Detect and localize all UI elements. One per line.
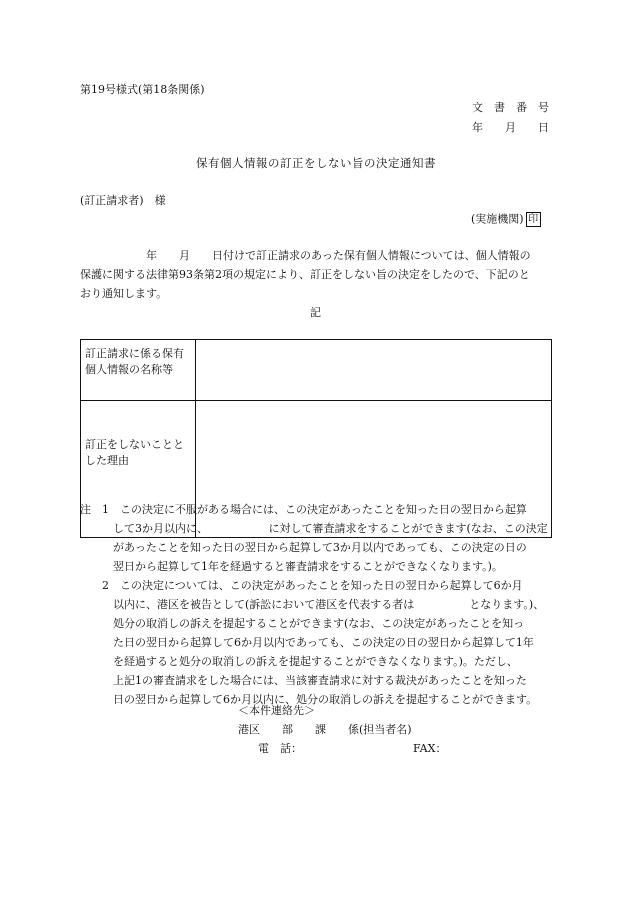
table-row — [81, 340, 552, 401]
note-line: して3か月以内に、 に対して審査請求をすることができます(なお、この決定 — [80, 522, 548, 535]
document-number: 文 書 番 号 — [472, 101, 549, 114]
note-line: 処分の取消しの訴えを提起することができます(なお、この決定があったことを知っ — [80, 617, 525, 630]
form-number: 第19号様式(第18条関係) — [80, 83, 205, 96]
agency-label: (実施機関) — [471, 212, 524, 226]
body-line-3: おり通知します。 — [80, 287, 168, 300]
note-line: 注 1 この決定に不服がある場合には、この決定があったことを知った日の翌日から起算 — [80, 503, 527, 516]
note-line: 日の翌日から起算して6か月以内に、処分の取消しの訴えを提起することができます。 — [80, 693, 538, 706]
note-line: があったことを知った日の翌日から起算して3か月以内であっても、この決定の日の — [80, 541, 527, 554]
contact-heading: ＜本件連絡先＞ — [238, 704, 315, 717]
row-value-info-name — [196, 340, 552, 401]
issue-date: 年 月 日 — [472, 121, 549, 134]
note-line: た日の翌日から起算して6か月以内であっても、この決定の日の翌日から起算して1年 — [80, 636, 534, 649]
seal-mark: 印 — [526, 212, 541, 227]
implementing-agency — [471, 212, 541, 227]
ki-heading: 記 — [310, 306, 321, 319]
note-line: 上記1の審査請求をした場合には、当該審査請求に対する裁決があったことを知った — [80, 674, 527, 687]
note-line: 以内に、港区を被告として(訴訟において港区を代表する者は となります。)、 — [80, 598, 545, 611]
body-line-2: 保護に関する法律第93条第2項の規定により、訂正をしない旨の決定をしたので、下記のと — [80, 268, 530, 281]
row-label-reason: 訂正をしないこととした理由 — [81, 401, 196, 538]
row-label-info-name: 訂正請求に係る保有個人情報の名称等 — [81, 340, 196, 401]
body-line-1: 年 月 日付けで訂正請求のあった保有個人情報については、個人情報の — [80, 249, 531, 262]
note-line: 2 この決定については、この決定があったことを知った日の翌日から起算して6か月 — [80, 579, 523, 592]
contact-phone: 電 話： — [258, 742, 302, 755]
contact-fax: FAX： — [413, 742, 447, 755]
note-line: を経過すると処分の取消しの訴えを提起することができなくなります。)。ただし、 — [80, 655, 518, 668]
note-line: 翌日から起算して1年を経過すると審査請求をすることができなくなります。)。 — [80, 560, 503, 573]
contact-department: 港区 部 課 係(担当者名) — [238, 723, 412, 736]
requester-name: (訂正請求者) 様 — [80, 194, 166, 207]
document-title: 保有個人情報の訂正をしない旨の決定通知書 — [196, 156, 436, 170]
